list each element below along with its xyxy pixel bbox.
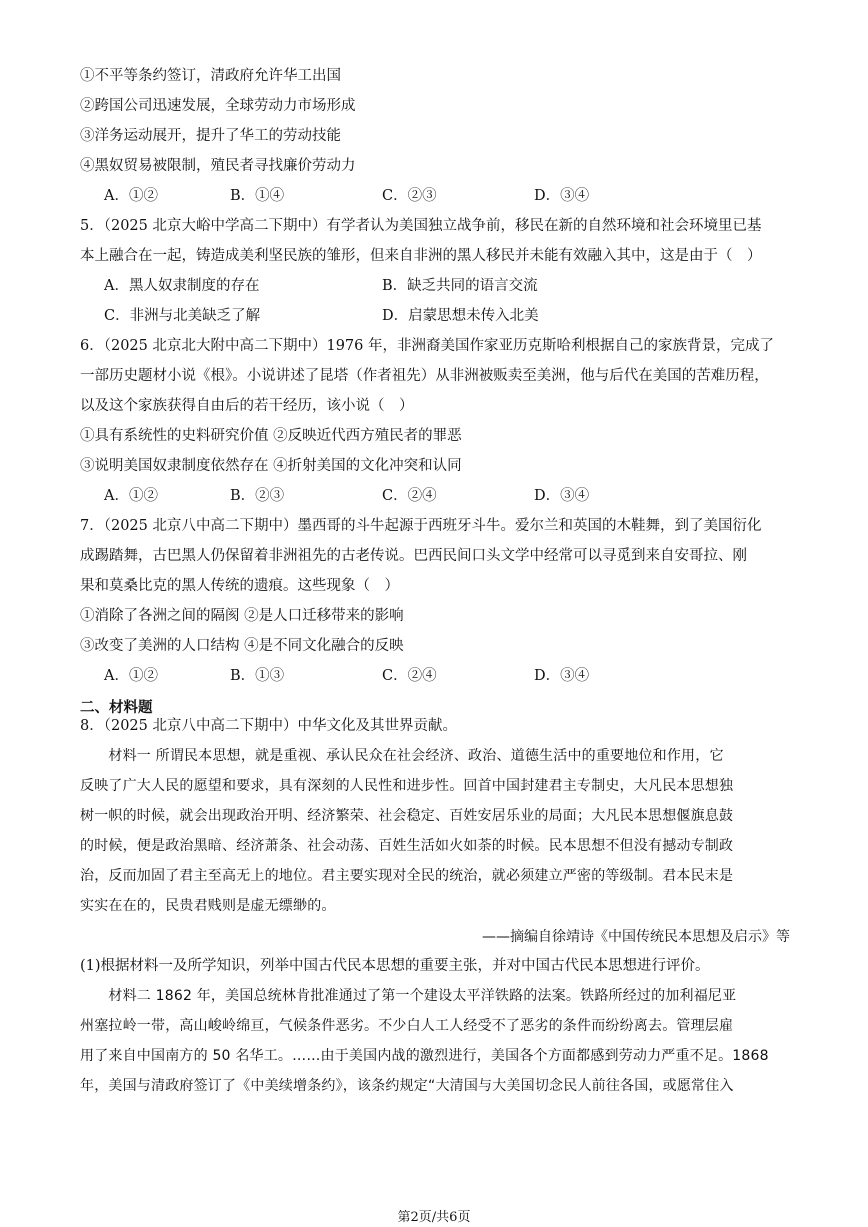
q7-option-b: B．①③ — [230, 668, 285, 684]
q5-option-a: A．黑人奴隶制度的存在 — [104, 278, 260, 294]
material2-line-2: 州塞拉岭一带，高山峻岭绵亘，气候条件恶劣。不少白人工人经受不了恶劣的条件而纷纷离去。管理层雇 — [80, 1018, 734, 1034]
q7-option-c: C．②④ — [382, 668, 437, 684]
q6-option-b: B．②③ — [230, 488, 285, 504]
material2-line-1: 材料二 1862 年，美国总统林肯批准通过了第一个建设太平洋铁路的法案。铁路所经过的加利福尼亚 — [80, 988, 737, 1004]
q6-item-line-2: ③说明美国奴隶制度依然存在 ④折射美国的文化冲突和认同 — [80, 458, 462, 474]
material1-source: ——摘编自徐靖诗《中国传统民本思想及启示》等 — [482, 929, 790, 945]
material1-line-1: 材料一 所谓民本思想，就是重视、承认民众在社会经济、政治、道德生活中的重要地位和作用，它 — [80, 748, 724, 764]
q4-option-d: D．③④ — [534, 188, 590, 204]
question-8-1: (1)根据材料一及所学知识，列举中国古代民本思想的重要主张，并对中国古代民本思想进行评价。 — [80, 958, 710, 974]
q4-item-4: ④黑奴贸易被限制，殖民者寻找廉价劳动力 — [80, 158, 356, 174]
section-title: 二、材料题 — [80, 700, 153, 716]
q6-option-c: C．②④ — [382, 488, 437, 504]
page-number: 第2页/共6页 — [397, 1210, 471, 1225]
q6-item-line-1: ①具有系统性的史料研究价值 ②反映近代西方殖民者的罪恶 — [80, 428, 462, 444]
q5-stem-line-1: 5．（2025 北京大峪中学高二下期中）有学者认为美国独立战争前，移民在新的自然环境和社会环境里已基 — [80, 218, 762, 234]
material1-line-3: 树一帜的时候，就会出现政治开明、经济繁荣、社会稳定、百姓安居乐业的局面；大凡民本思想偃旗息鼓 — [80, 808, 734, 824]
material1-line-6: 实实在在的，民贵君贱则是虚无缥缈的。 — [80, 898, 336, 914]
q7-stem-line-2: 成踢踏舞，古巴黑人仍保留着非洲祖先的古老传说。巴西民间口头文学中经常可以寻觅到来自安哥拉、刚 — [80, 548, 747, 564]
q4-item-2: ②跨国公司迅速发展，全球劳动力市场形成 — [80, 98, 356, 114]
material1-line-4: 的时候，便是政治黑暗、经济萧条、社会动荡、百姓生活如火如荼的时候。民本思想不但没有撼动专制政 — [80, 838, 734, 854]
q7-option-a: A．①② — [104, 668, 158, 684]
q5-option-d: D．启蒙思想未传入北美 — [382, 308, 539, 324]
q5-option-c: C．非洲与北美缺乏了解 — [104, 308, 261, 324]
q6-stem-line-1: 6．（2025 北京北大附中高二下期中）1976 年，非洲裔美国作家亚历克斯哈利根据自己的家族背景，完成了 — [80, 338, 774, 354]
q4-item-3: ③洋务运动展开，提升了华工的劳动技能 — [80, 128, 341, 144]
q4-item-1: ①不平等条约签订，清政府允许华工出国 — [80, 68, 341, 84]
q4-option-b: B．①④ — [230, 188, 285, 204]
q6-stem-line-3: 以及这个家族获得自由后的若干经历，该小说（ ） — [80, 398, 414, 414]
q7-stem-line-1: 7．（2025 北京八中高二下期中）墨西哥的斗牛起源于西班牙斗牛。爱尔兰和英国的木鞋舞，到了美国衍化 — [80, 518, 762, 534]
q4-option-c: C．②③ — [382, 188, 437, 204]
material1-line-5: 治，反而加固了君主至高无上的地位。君主要实现对全民的统治，就必须建立严密的等级制。君本民末是 — [80, 868, 734, 884]
q4-option-a: A．①② — [104, 188, 158, 204]
q6-stem-line-2: 一部历史题材小说《根》。小说讲述了昆塔（作者祖先）从非洲被贩卖至美洲，他与后代在美国的苦难历程， — [80, 368, 769, 384]
q8-heading: 8．（2025 北京八中高二下期中）中华文化及其世界贡献。 — [80, 718, 457, 734]
q6-option-a: A．①② — [104, 488, 158, 504]
q6-option-d: D．③④ — [534, 488, 590, 504]
material2-line-3: 用了来自中国南方的 50 名华工。……由于美国内战的激烈进行，美国各个方面都感到劳动力严重不足。1868 — [80, 1048, 769, 1064]
material2-line-4: 年，美国与清政府签订了《中美续增条约》，该条约规定“大清国与大美国切念民人前往各国，或愿常住入 — [80, 1078, 734, 1094]
q5-option-b: B．缺乏共同的语言交流 — [382, 278, 538, 294]
q5-stem-line-2: 本上融合在一起，铸造成美利坚民族的雏形，但来自非洲的黑人移民并未能有效融入其中，这是由于（ ） — [80, 248, 762, 264]
q7-stem-line-3: 果和莫桑比克的黑人传统的遗痕。这些现象（ ） — [80, 578, 399, 594]
q7-option-d: D．③④ — [534, 668, 590, 684]
q7-item-line-1: ①消除了各洲之间的隔阂 ②是人口迁移带来的影响 — [80, 608, 404, 624]
q7-item-line-2: ③改变了美洲的人口结构 ④是不同文化融合的反映 — [80, 638, 404, 654]
material1-line-2: 反映了广大人民的愿望和要求，具有深刻的人民性和进步性。回首中国封建君主专制史，大凡民本思想独 — [80, 778, 734, 794]
